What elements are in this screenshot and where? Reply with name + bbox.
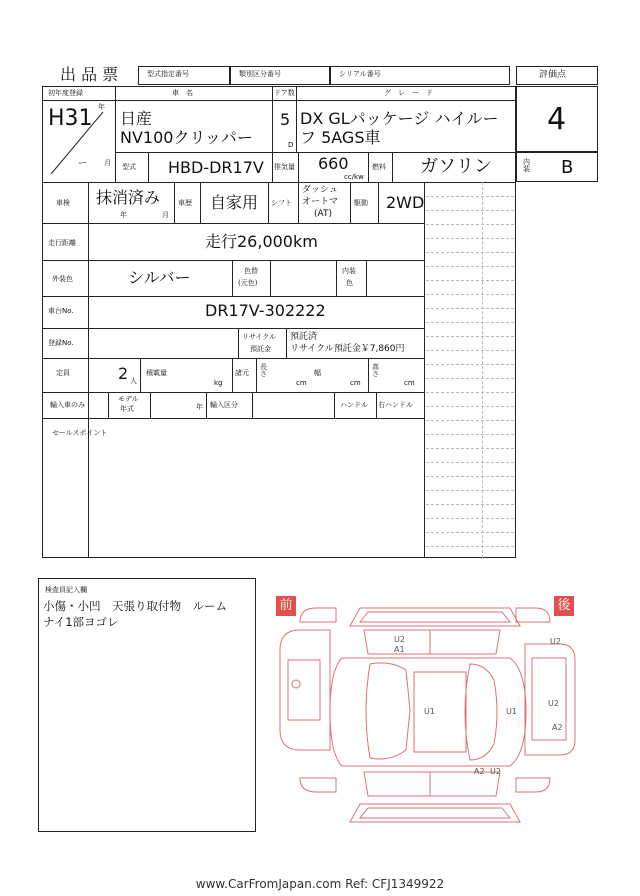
mileage-label: 走行距離 (48, 239, 76, 247)
front-badge-label: 前 (279, 598, 293, 613)
dashed-row-line (426, 406, 514, 407)
dashed-row-line (426, 350, 514, 351)
divider (42, 358, 424, 359)
score-box (516, 86, 598, 152)
width-unit: cm (350, 379, 361, 387)
length-label: 長さ (260, 363, 267, 378)
dashed-row-line (426, 490, 514, 491)
rear-badge-label: 後 (557, 598, 571, 613)
model-year-unit: 年 (196, 403, 203, 411)
fuel-label: 燃料 (372, 163, 386, 171)
inspector-box (38, 578, 256, 832)
score-header-cell (516, 66, 598, 85)
divider (42, 223, 424, 224)
footer-watermark: www.CarFromJapan.com Ref: CFJ1349922 (195, 877, 445, 891)
displacement-label: 排気量 (274, 163, 295, 171)
first-reg-year: H31 (48, 106, 93, 131)
width-label: 幅 (314, 369, 321, 377)
recycle-label1: リサイクル (242, 333, 277, 341)
dashed-row-line (426, 532, 514, 533)
color-change-label1: 色替 (244, 267, 258, 275)
mark-u2-top: U2 (394, 635, 405, 644)
divider (424, 182, 425, 558)
divider (376, 392, 377, 418)
interior-grade-box (516, 152, 598, 182)
type-value: HBD-DR17V (168, 158, 264, 177)
dims-label: 諸元 (235, 369, 249, 377)
recycle-value2: リサイクル預託金￥7,860円 (290, 344, 405, 354)
shift-value-line3: (AT) (314, 209, 332, 219)
color-label: 外装色 (52, 275, 73, 283)
history-label: 車歴 (178, 199, 192, 207)
chassis-label: 車台No. (48, 307, 74, 315)
car-model: NV100クリッパー (120, 128, 253, 147)
dashed-row-line (426, 322, 514, 323)
mileage-value: 走行26,000km (205, 232, 318, 251)
sales-point-label: セールスポイント (52, 429, 108, 437)
import-label: 輸入車のみ (50, 401, 85, 409)
dashed-row-line (426, 294, 514, 295)
capacity-unit: 人 (130, 377, 137, 385)
car-name-label: 車 名 (172, 89, 193, 97)
month-unit: 月 (104, 159, 111, 167)
shift-value-line1: ダッシュ (302, 185, 338, 195)
sheet-title: 出 品 票 (60, 65, 119, 84)
dashed-row-line (426, 392, 514, 393)
divider (232, 358, 233, 392)
divider (256, 358, 257, 392)
dashed-row-line (426, 448, 514, 449)
dashed-row-line (426, 252, 514, 253)
inspection-label: 車検 (56, 199, 70, 207)
capacity-value: 2 (118, 364, 129, 383)
divider (298, 152, 299, 182)
dashed-row-line (426, 266, 514, 267)
divider (252, 392, 253, 418)
dashed-row-line (426, 308, 514, 309)
inspector-note-line2: ナイ1部ヨゴレ (43, 615, 119, 629)
dashed-row-line (426, 518, 514, 519)
divider (272, 86, 273, 152)
divider (238, 328, 239, 358)
displacement-unit: cc/kw (344, 173, 364, 181)
import-class-label: 輸入区分 (210, 401, 238, 409)
recycle-value1: 預託済 (290, 332, 318, 342)
class-code-label: 類別区分番号 (239, 70, 281, 78)
divider (392, 152, 393, 182)
mark-u1-right: U1 (506, 707, 517, 716)
reg-label: 登録No. (48, 339, 74, 347)
score-label: 評価点 (539, 70, 567, 80)
interior-color-label2: 色 (346, 279, 353, 287)
dashed-row-line (426, 434, 514, 435)
doors-suffix: D (288, 141, 294, 149)
interior-color-label1: 内装 (342, 267, 356, 275)
inspection-month: 月 (162, 211, 169, 219)
model-code-label: 型式指定番号 (147, 70, 189, 78)
header-cell-class-code (230, 66, 330, 85)
mark-u2-bottom: U2 (490, 767, 501, 776)
length-unit: cm (296, 379, 307, 387)
height-label: 高さ (372, 363, 379, 378)
divider (148, 152, 149, 182)
model-year-label2: 年式 (120, 405, 134, 413)
mark-u1-left: U1 (424, 707, 435, 716)
divider (42, 296, 424, 297)
capacity-label: 定員 (56, 369, 70, 377)
first-reg-label: 初年度登録 (48, 89, 83, 97)
drive-label: 駆動 (354, 199, 368, 207)
divider (296, 86, 297, 152)
score-value: 4 (547, 102, 567, 137)
divider (270, 260, 271, 296)
row1-label-line (42, 100, 516, 101)
fuel-value: ガソリン (420, 156, 492, 177)
load-unit: kg (214, 379, 223, 387)
divider (140, 358, 141, 392)
divider (368, 152, 369, 182)
dashed-row-line (426, 378, 514, 379)
divider (174, 182, 175, 223)
mark-u2-right: U2 (548, 699, 559, 708)
shift-label: シフト (271, 199, 292, 207)
mark-a2-right: A2 (552, 723, 563, 732)
dashed-row-line (426, 504, 514, 505)
inspection-year: 年 (120, 211, 127, 219)
model-year-label1: モデル (118, 395, 139, 403)
dashed-row-line (426, 224, 514, 225)
displacement-value: 660 (318, 154, 349, 173)
divider (42, 182, 516, 183)
month-dash: ー (78, 159, 88, 169)
color-value: シルバー (128, 268, 191, 287)
load-label: 積載量 (146, 369, 167, 377)
grade-line2: フ 5AGS車 (300, 128, 381, 147)
serial-label: シリアル番号 (339, 70, 381, 78)
height-unit: cm (404, 379, 415, 387)
inspector-note-line1: 小傷・小凹 天張り取付物 ルーム (43, 599, 227, 613)
mark-a1-top: A1 (394, 645, 405, 654)
divider (268, 182, 269, 223)
divider (368, 358, 369, 392)
divider (115, 152, 516, 153)
divider (350, 182, 351, 223)
history-value: 自家用 (210, 193, 259, 212)
chassis-value: DR17V-302222 (205, 301, 326, 320)
divider (42, 418, 424, 419)
divider (286, 328, 287, 358)
divider (298, 182, 299, 223)
grade-label: グ レ ー ド (384, 89, 433, 97)
dashed-row-line (426, 210, 514, 211)
dashed-row-line (426, 238, 514, 239)
doors-value: 5 (280, 110, 291, 129)
divider (42, 392, 424, 393)
inspection-value: 抹消済み (96, 188, 161, 207)
divider (336, 260, 337, 296)
interior-grade-label: 内装 (523, 158, 530, 173)
divider (150, 392, 151, 418)
car-maker: 日産 (120, 109, 153, 128)
divider (88, 182, 89, 558)
car-diagram (270, 600, 590, 830)
header-cell-model-code (138, 66, 230, 85)
divider (378, 182, 379, 223)
divider (200, 182, 201, 223)
interior-grade-value: B (561, 157, 574, 178)
recycle-label2: 預託金 (250, 345, 271, 353)
divider (232, 260, 233, 296)
divider (42, 328, 424, 329)
color-change-label2: (元色) (238, 279, 258, 287)
mark-a2-bottom: A2 (474, 767, 485, 776)
mark-u2-rear: U2 (550, 637, 561, 646)
dashed-row-line (426, 364, 514, 365)
divider (334, 392, 335, 418)
divider (115, 86, 116, 182)
dashed-row-line (426, 420, 514, 421)
shift-value-line2: オートマ (302, 197, 339, 207)
header-cell-serial (330, 66, 510, 85)
dashed-row-line (426, 336, 514, 337)
dashed-row-line (426, 462, 514, 463)
dashed-row-line (426, 476, 514, 477)
type-label: 型式 (122, 163, 136, 171)
handle-label: ハンドル (340, 401, 368, 409)
dashed-row-line (426, 196, 514, 197)
divider (206, 392, 207, 418)
dashed-row-line (426, 280, 514, 281)
dashed-row-line (426, 546, 514, 547)
year-unit: 年 (98, 103, 105, 111)
inspector-label: 検査員記入欄 (45, 586, 87, 594)
divider (108, 392, 109, 418)
doors-label: ドア数 (274, 89, 295, 97)
divider (366, 260, 367, 296)
grade-line1: DX GLパッケージ ハイルー (300, 109, 499, 128)
divider (272, 152, 273, 182)
drive-value: 2WD (386, 193, 425, 212)
handle-value: 右ハンドル (378, 401, 413, 409)
